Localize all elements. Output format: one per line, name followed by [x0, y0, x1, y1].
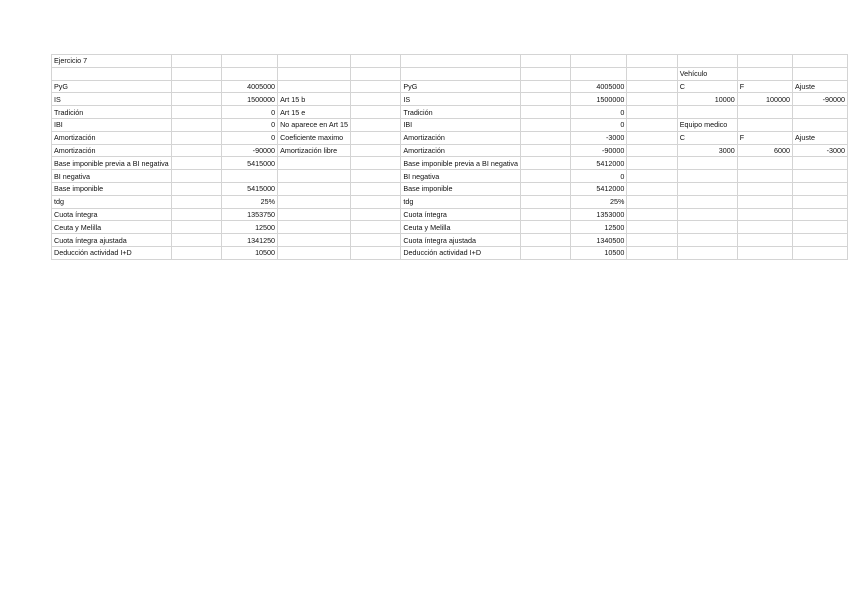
table-cell[interactable]: 10500 [222, 246, 278, 259]
table-row [52, 80, 848, 93]
table-cell[interactable]: Ceuta y Melilla [52, 221, 172, 234]
table-cell[interactable] [401, 55, 521, 68]
table-cell[interactable] [627, 234, 677, 247]
table-cell[interactable] [793, 195, 848, 208]
spreadsheet-body [52, 55, 848, 260]
table-cell[interactable] [351, 221, 401, 234]
table-cell[interactable]: 25% [571, 195, 627, 208]
table-cell[interactable] [278, 55, 351, 68]
table-cell[interactable] [521, 195, 571, 208]
table-cell[interactable] [793, 67, 848, 80]
table-cell[interactable]: tdg [52, 195, 172, 208]
table-cell[interactable]: Art 15 b [278, 93, 351, 106]
table-cell[interactable] [793, 182, 848, 195]
table-cell[interactable] [278, 246, 351, 259]
table-cell[interactable]: PyG [401, 80, 521, 93]
table-cell[interactable] [171, 208, 221, 221]
table-cell[interactable] [737, 157, 792, 170]
table-cell[interactable] [521, 80, 571, 93]
table-cell[interactable] [171, 106, 221, 119]
table-row [52, 221, 848, 234]
table-row [52, 170, 848, 183]
table-cell[interactable]: F [737, 131, 792, 144]
table-cell[interactable]: BI negativa [401, 170, 521, 183]
table-cell[interactable]: F [737, 80, 792, 93]
table-cell[interactable]: IS [401, 93, 521, 106]
table-cell[interactable]: Amortización [401, 131, 521, 144]
table-cell[interactable]: 1341250 [222, 234, 278, 247]
table-cell[interactable] [627, 221, 677, 234]
table-cell[interactable] [351, 106, 401, 119]
table-cell[interactable] [171, 246, 221, 259]
table-cell[interactable] [627, 93, 677, 106]
table-cell[interactable] [351, 131, 401, 144]
table-cell[interactable] [351, 118, 401, 131]
table-cell[interactable] [278, 67, 351, 80]
table-cell[interactable] [171, 234, 221, 247]
table-cell[interactable]: Base imponible previa a BI negativa [52, 157, 172, 170]
table-cell[interactable] [52, 67, 172, 80]
table-row [52, 246, 848, 259]
table-cell[interactable] [278, 208, 351, 221]
table-cell[interactable] [521, 221, 571, 234]
table-cell[interactable] [351, 93, 401, 106]
table-cell[interactable] [627, 170, 677, 183]
table-cell[interactable] [222, 67, 278, 80]
table-cell[interactable]: Ejercicio 7 [52, 55, 172, 68]
table-cell[interactable]: 5415000 [222, 182, 278, 195]
table-cell[interactable] [737, 170, 792, 183]
table-row [52, 144, 848, 157]
table-cell[interactable]: 0 [571, 106, 627, 119]
table-cell[interactable]: -90000 [222, 144, 278, 157]
table-cell[interactable]: Cuota íntegra [52, 208, 172, 221]
table-cell[interactable] [627, 80, 677, 93]
table-cell[interactable]: tdg [401, 195, 521, 208]
table-cell[interactable] [171, 80, 221, 93]
table-cell[interactable]: 12500 [571, 221, 627, 234]
table-cell[interactable] [793, 55, 848, 68]
table-cell[interactable] [351, 80, 401, 93]
table-cell[interactable]: Vehículo [677, 67, 737, 80]
table-cell[interactable]: 4005000 [571, 80, 627, 93]
table-cell[interactable]: 0 [571, 170, 627, 183]
table-cell[interactable]: 5412000 [571, 157, 627, 170]
table-cell[interactable]: Tradición [401, 106, 521, 119]
table-cell[interactable]: 12500 [222, 221, 278, 234]
table-cell[interactable] [351, 157, 401, 170]
table-cell[interactable] [627, 131, 677, 144]
table-cell[interactable] [521, 118, 571, 131]
table-cell[interactable] [627, 118, 677, 131]
table-cell[interactable] [793, 157, 848, 170]
table-cell[interactable] [737, 67, 792, 80]
table-cell[interactable] [571, 55, 627, 68]
table-cell[interactable]: 1500000 [571, 93, 627, 106]
table-cell[interactable] [278, 221, 351, 234]
table-cell[interactable] [627, 144, 677, 157]
table-cell[interactable] [793, 106, 848, 119]
table-cell[interactable] [351, 55, 401, 68]
table-cell[interactable]: 1500000 [222, 93, 278, 106]
table-cell[interactable]: IBI [401, 118, 521, 131]
table-cell[interactable] [521, 182, 571, 195]
table-cell[interactable]: Ceuta y Melilla [401, 221, 521, 234]
table-cell[interactable] [737, 208, 792, 221]
table-cell[interactable]: Deducción actividad I+D [401, 246, 521, 259]
table-cell[interactable] [737, 246, 792, 259]
table-cell[interactable]: 100000 [737, 93, 792, 106]
table-cell[interactable] [278, 157, 351, 170]
table-cell[interactable] [677, 55, 737, 68]
table-cell[interactable] [171, 93, 221, 106]
table-cell[interactable] [521, 246, 571, 259]
table-cell[interactable]: 10000 [677, 93, 737, 106]
table-cell[interactable] [627, 157, 677, 170]
table-cell[interactable]: Base imponible [401, 182, 521, 195]
table-cell[interactable] [677, 106, 737, 119]
table-cell[interactable] [737, 221, 792, 234]
table-cell[interactable] [677, 234, 737, 247]
table-cell[interactable] [737, 182, 792, 195]
table-row [52, 182, 848, 195]
table-cell[interactable]: 3000 [677, 144, 737, 157]
table-cell[interactable]: 4005000 [222, 80, 278, 93]
table-cell[interactable]: Amortización [52, 131, 172, 144]
table-cell[interactable]: Ajuste [793, 131, 848, 144]
table-cell[interactable] [793, 118, 848, 131]
table-cell[interactable]: 5412000 [571, 182, 627, 195]
table-cell[interactable] [171, 118, 221, 131]
table-cell[interactable] [278, 195, 351, 208]
table-cell[interactable] [793, 170, 848, 183]
table-cell[interactable] [737, 195, 792, 208]
table-cell[interactable] [171, 144, 221, 157]
table-row [52, 67, 848, 80]
table-cell[interactable]: 6000 [737, 144, 792, 157]
table-cell[interactable]: 25% [222, 195, 278, 208]
table-cell[interactable] [278, 170, 351, 183]
table-cell[interactable]: Coeficiente maximo [278, 131, 351, 144]
table-cell[interactable]: C [677, 131, 737, 144]
table-cell[interactable] [677, 246, 737, 259]
table-cell[interactable] [278, 234, 351, 247]
table-cell[interactable] [677, 208, 737, 221]
table-cell[interactable] [521, 106, 571, 119]
table-cell[interactable] [737, 106, 792, 119]
table-cell[interactable] [571, 67, 627, 80]
table-cell[interactable]: 0 [222, 131, 278, 144]
table-cell[interactable] [171, 170, 221, 183]
table-cell[interactable] [627, 195, 677, 208]
table-cell[interactable]: 10500 [571, 246, 627, 259]
table-cell[interactable] [521, 170, 571, 183]
table-cell[interactable]: Equipo medico [677, 118, 737, 131]
table-cell[interactable]: IBI [52, 118, 172, 131]
table-cell[interactable] [737, 118, 792, 131]
table-cell[interactable]: PyG [52, 80, 172, 93]
table-cell[interactable] [171, 131, 221, 144]
table-cell[interactable] [627, 208, 677, 221]
table-cell[interactable] [521, 93, 571, 106]
table-cell[interactable]: -90000 [571, 144, 627, 157]
table-cell[interactable]: Cuota íntegra ajustada [401, 234, 521, 247]
table-cell[interactable] [521, 208, 571, 221]
table-cell[interactable] [677, 182, 737, 195]
table-row [52, 118, 848, 131]
table-cell[interactable]: 0 [222, 106, 278, 119]
table-cell[interactable]: C [677, 80, 737, 93]
table-cell[interactable] [677, 221, 737, 234]
table-cell[interactable] [171, 157, 221, 170]
table-cell[interactable] [677, 195, 737, 208]
table-cell[interactable] [171, 55, 221, 68]
table-cell[interactable]: 1340500 [571, 234, 627, 247]
table-cell[interactable]: Art 15 e [278, 106, 351, 119]
table-row [52, 93, 848, 106]
table-cell[interactable]: Amortización [401, 144, 521, 157]
table-cell[interactable]: Base imponible [52, 182, 172, 195]
table-cell[interactable]: Base imponible previa a BI negativa [401, 157, 521, 170]
table-cell[interactable] [793, 208, 848, 221]
table-row [52, 234, 848, 247]
table-cell[interactable] [793, 246, 848, 259]
table-cell[interactable] [351, 144, 401, 157]
table-cell[interactable] [737, 234, 792, 247]
table-cell[interactable] [351, 195, 401, 208]
table-cell[interactable] [222, 170, 278, 183]
table-cell[interactable] [171, 67, 221, 80]
table-cell[interactable]: 1353750 [222, 208, 278, 221]
table-cell[interactable] [627, 67, 677, 80]
table-cell[interactable] [278, 80, 351, 93]
table-row [52, 157, 848, 170]
table-cell[interactable]: Amortización [52, 144, 172, 157]
table-cell[interactable] [521, 157, 571, 170]
table-cell[interactable] [351, 67, 401, 80]
table-cell[interactable] [627, 246, 677, 259]
table-row [52, 106, 848, 119]
table-cell[interactable] [351, 246, 401, 259]
table-cell[interactable] [793, 221, 848, 234]
table-cell[interactable]: Deducción actividad I+D [52, 246, 172, 259]
table-cell[interactable] [627, 55, 677, 68]
table-cell[interactable] [351, 208, 401, 221]
table-cell[interactable]: -90000 [793, 93, 848, 106]
table-cell[interactable]: Cuota íntegra ajustada [52, 234, 172, 247]
table-cell[interactable]: Amortización libre [278, 144, 351, 157]
table-cell[interactable] [351, 234, 401, 247]
table-cell[interactable] [222, 55, 278, 68]
table-cell[interactable]: BI negativa [52, 170, 172, 183]
table-cell[interactable] [627, 182, 677, 195]
table-cell[interactable] [171, 221, 221, 234]
table-cell[interactable] [627, 106, 677, 119]
spreadsheet-grid [51, 54, 848, 260]
table-row [52, 131, 848, 144]
table-cell[interactable] [793, 234, 848, 247]
table-cell[interactable]: -3000 [793, 144, 848, 157]
table-cell[interactable] [171, 195, 221, 208]
table-cell[interactable]: Ajuste [793, 80, 848, 93]
table-cell[interactable] [521, 144, 571, 157]
table-cell[interactable]: 5415000 [222, 157, 278, 170]
table-row [52, 55, 848, 68]
table-cell[interactable]: No aparece en Art 15 [278, 118, 351, 131]
table-row [52, 208, 848, 221]
table-cell[interactable]: Cuota íntegra [401, 208, 521, 221]
table-cell[interactable]: 0 [222, 118, 278, 131]
table-cell[interactable] [351, 170, 401, 183]
table-cell[interactable]: -3000 [571, 131, 627, 144]
table-cell[interactable]: 1353000 [571, 208, 627, 221]
table-cell[interactable] [521, 67, 571, 80]
table-row [52, 195, 848, 208]
table-cell[interactable]: 0 [571, 118, 627, 131]
table-cell[interactable] [351, 182, 401, 195]
table-cell[interactable]: Tradición [52, 106, 172, 119]
table-cell[interactable] [677, 170, 737, 183]
table-cell[interactable] [278, 182, 351, 195]
table-cell[interactable]: IS [52, 93, 172, 106]
table-cell[interactable] [171, 182, 221, 195]
table-cell[interactable] [677, 157, 737, 170]
table-cell[interactable] [521, 55, 571, 68]
table-cell[interactable] [521, 131, 571, 144]
table-cell[interactable] [521, 234, 571, 247]
table-cell[interactable] [401, 67, 521, 80]
table-cell[interactable] [737, 55, 792, 68]
